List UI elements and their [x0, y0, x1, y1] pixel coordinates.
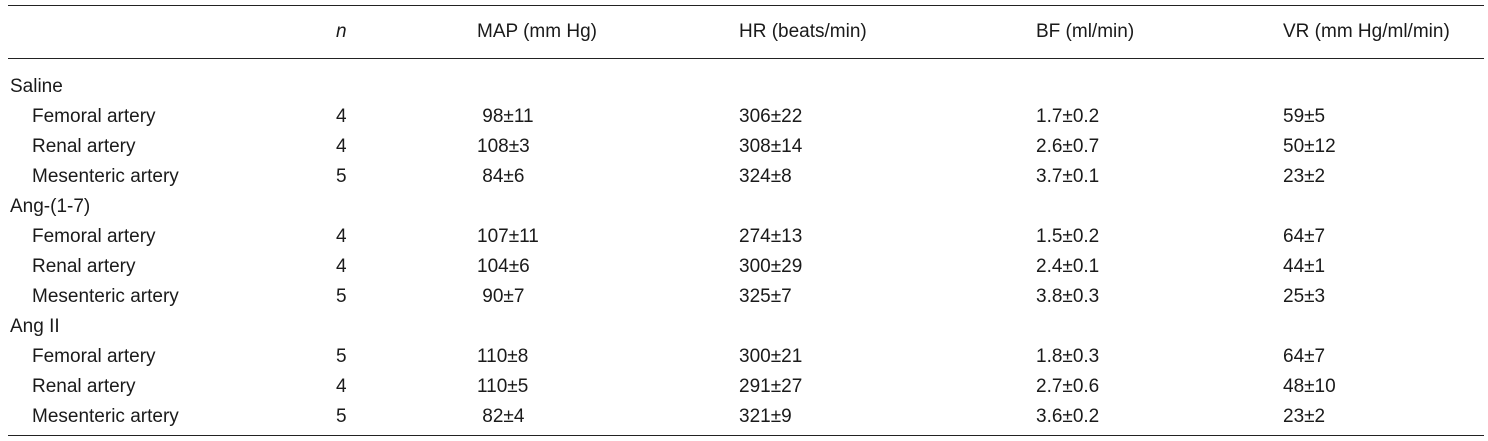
bf-value: 1.7±0.2: [1036, 106, 1100, 127]
bf-value: 2.4±0.1: [1036, 256, 1100, 277]
table-row: [0, 342, 1488, 372]
table-row: [0, 252, 1488, 282]
artery-label: Femoral artery: [32, 226, 156, 247]
map-value: 110±8: [477, 346, 529, 367]
group-label: Ang II: [10, 316, 60, 337]
artery-label: Mesenteric artery: [32, 166, 179, 187]
bf-value: 2.6±0.7: [1036, 136, 1100, 157]
artery-label: Renal artery: [32, 256, 136, 277]
n-value: 4: [336, 376, 347, 397]
vr-value: 50±12: [1283, 136, 1336, 157]
table-row: [0, 222, 1488, 252]
group-label-row: [0, 192, 1488, 222]
table-row: [0, 132, 1488, 162]
header-hr: HR (beats/min): [739, 21, 867, 42]
table-header: [0, 17, 1488, 47]
header-bf: BF (ml/min): [1036, 21, 1135, 42]
table-row: [0, 162, 1488, 192]
group-label-row: [0, 72, 1488, 102]
n-value: 4: [336, 106, 347, 127]
vr-value: 64±7: [1283, 226, 1326, 247]
vr-value: 23±2: [1283, 406, 1326, 427]
hr-value: 291±27: [739, 376, 803, 397]
bf-value: 3.8±0.3: [1036, 286, 1100, 307]
hr-value: 308±14: [739, 136, 803, 157]
map-value: 107±11: [477, 226, 539, 247]
bf-value: 1.8±0.3: [1036, 346, 1100, 367]
hr-value: 274±13: [739, 226, 803, 247]
header-vr: VR (mm Hg/ml/min): [1283, 21, 1450, 42]
artery-label: Femoral artery: [32, 106, 156, 127]
header-map: MAP (mm Hg): [477, 21, 597, 42]
map-value: 108±3: [477, 136, 530, 157]
table-header-rule: [8, 58, 1484, 59]
bf-value: 3.7±0.1: [1036, 166, 1100, 187]
n-value: 5: [336, 166, 347, 187]
table-row: [0, 372, 1488, 402]
artery-label: Renal artery: [32, 136, 136, 157]
n-value: 4: [336, 226, 347, 247]
group-label: Ang-(1-7): [10, 196, 91, 217]
header-n: n: [336, 21, 347, 42]
table-top-rule: [8, 5, 1484, 6]
artery-label: Femoral artery: [32, 346, 156, 367]
n-value: 4: [336, 136, 347, 157]
n-value: 5: [336, 286, 347, 307]
artery-label: Mesenteric artery: [32, 406, 179, 427]
vr-value: 25±3: [1283, 286, 1326, 307]
hr-value: 306±22: [739, 106, 803, 127]
artery-label: Renal artery: [32, 376, 136, 397]
n-value: 5: [336, 406, 347, 427]
vr-value: 48±10: [1283, 376, 1336, 397]
n-value: 5: [336, 346, 347, 367]
hr-value: 324±8: [739, 166, 792, 187]
vr-value: 59±5: [1283, 106, 1326, 127]
table-bottom-rule: [8, 435, 1484, 436]
group-label-row: [0, 312, 1488, 342]
vr-value: 23±2: [1283, 166, 1326, 187]
map-value: 104±6: [477, 256, 530, 277]
table-row: [0, 282, 1488, 312]
artery-label: Mesenteric artery: [32, 286, 179, 307]
map-value: 90±7: [477, 286, 525, 307]
bf-value: 2.7±0.6: [1036, 376, 1100, 397]
n-value: 4: [336, 256, 347, 277]
map-value: 84±6: [477, 166, 525, 187]
vr-value: 64±7: [1283, 346, 1326, 367]
hr-value: 325±7: [739, 286, 792, 307]
table-row: [0, 402, 1488, 432]
map-value: 110±5: [477, 376, 529, 397]
table-row: [0, 102, 1488, 132]
hr-value: 300±29: [739, 256, 803, 277]
map-value: 98±11: [477, 106, 534, 127]
hr-value: 300±21: [739, 346, 803, 367]
group-label: Saline: [10, 76, 63, 97]
bf-value: 1.5±0.2: [1036, 226, 1100, 247]
hr-value: 321±9: [739, 406, 792, 427]
vr-value: 44±1: [1283, 256, 1326, 277]
bf-value: 3.6±0.2: [1036, 406, 1100, 427]
map-value: 82±4: [477, 406, 525, 427]
